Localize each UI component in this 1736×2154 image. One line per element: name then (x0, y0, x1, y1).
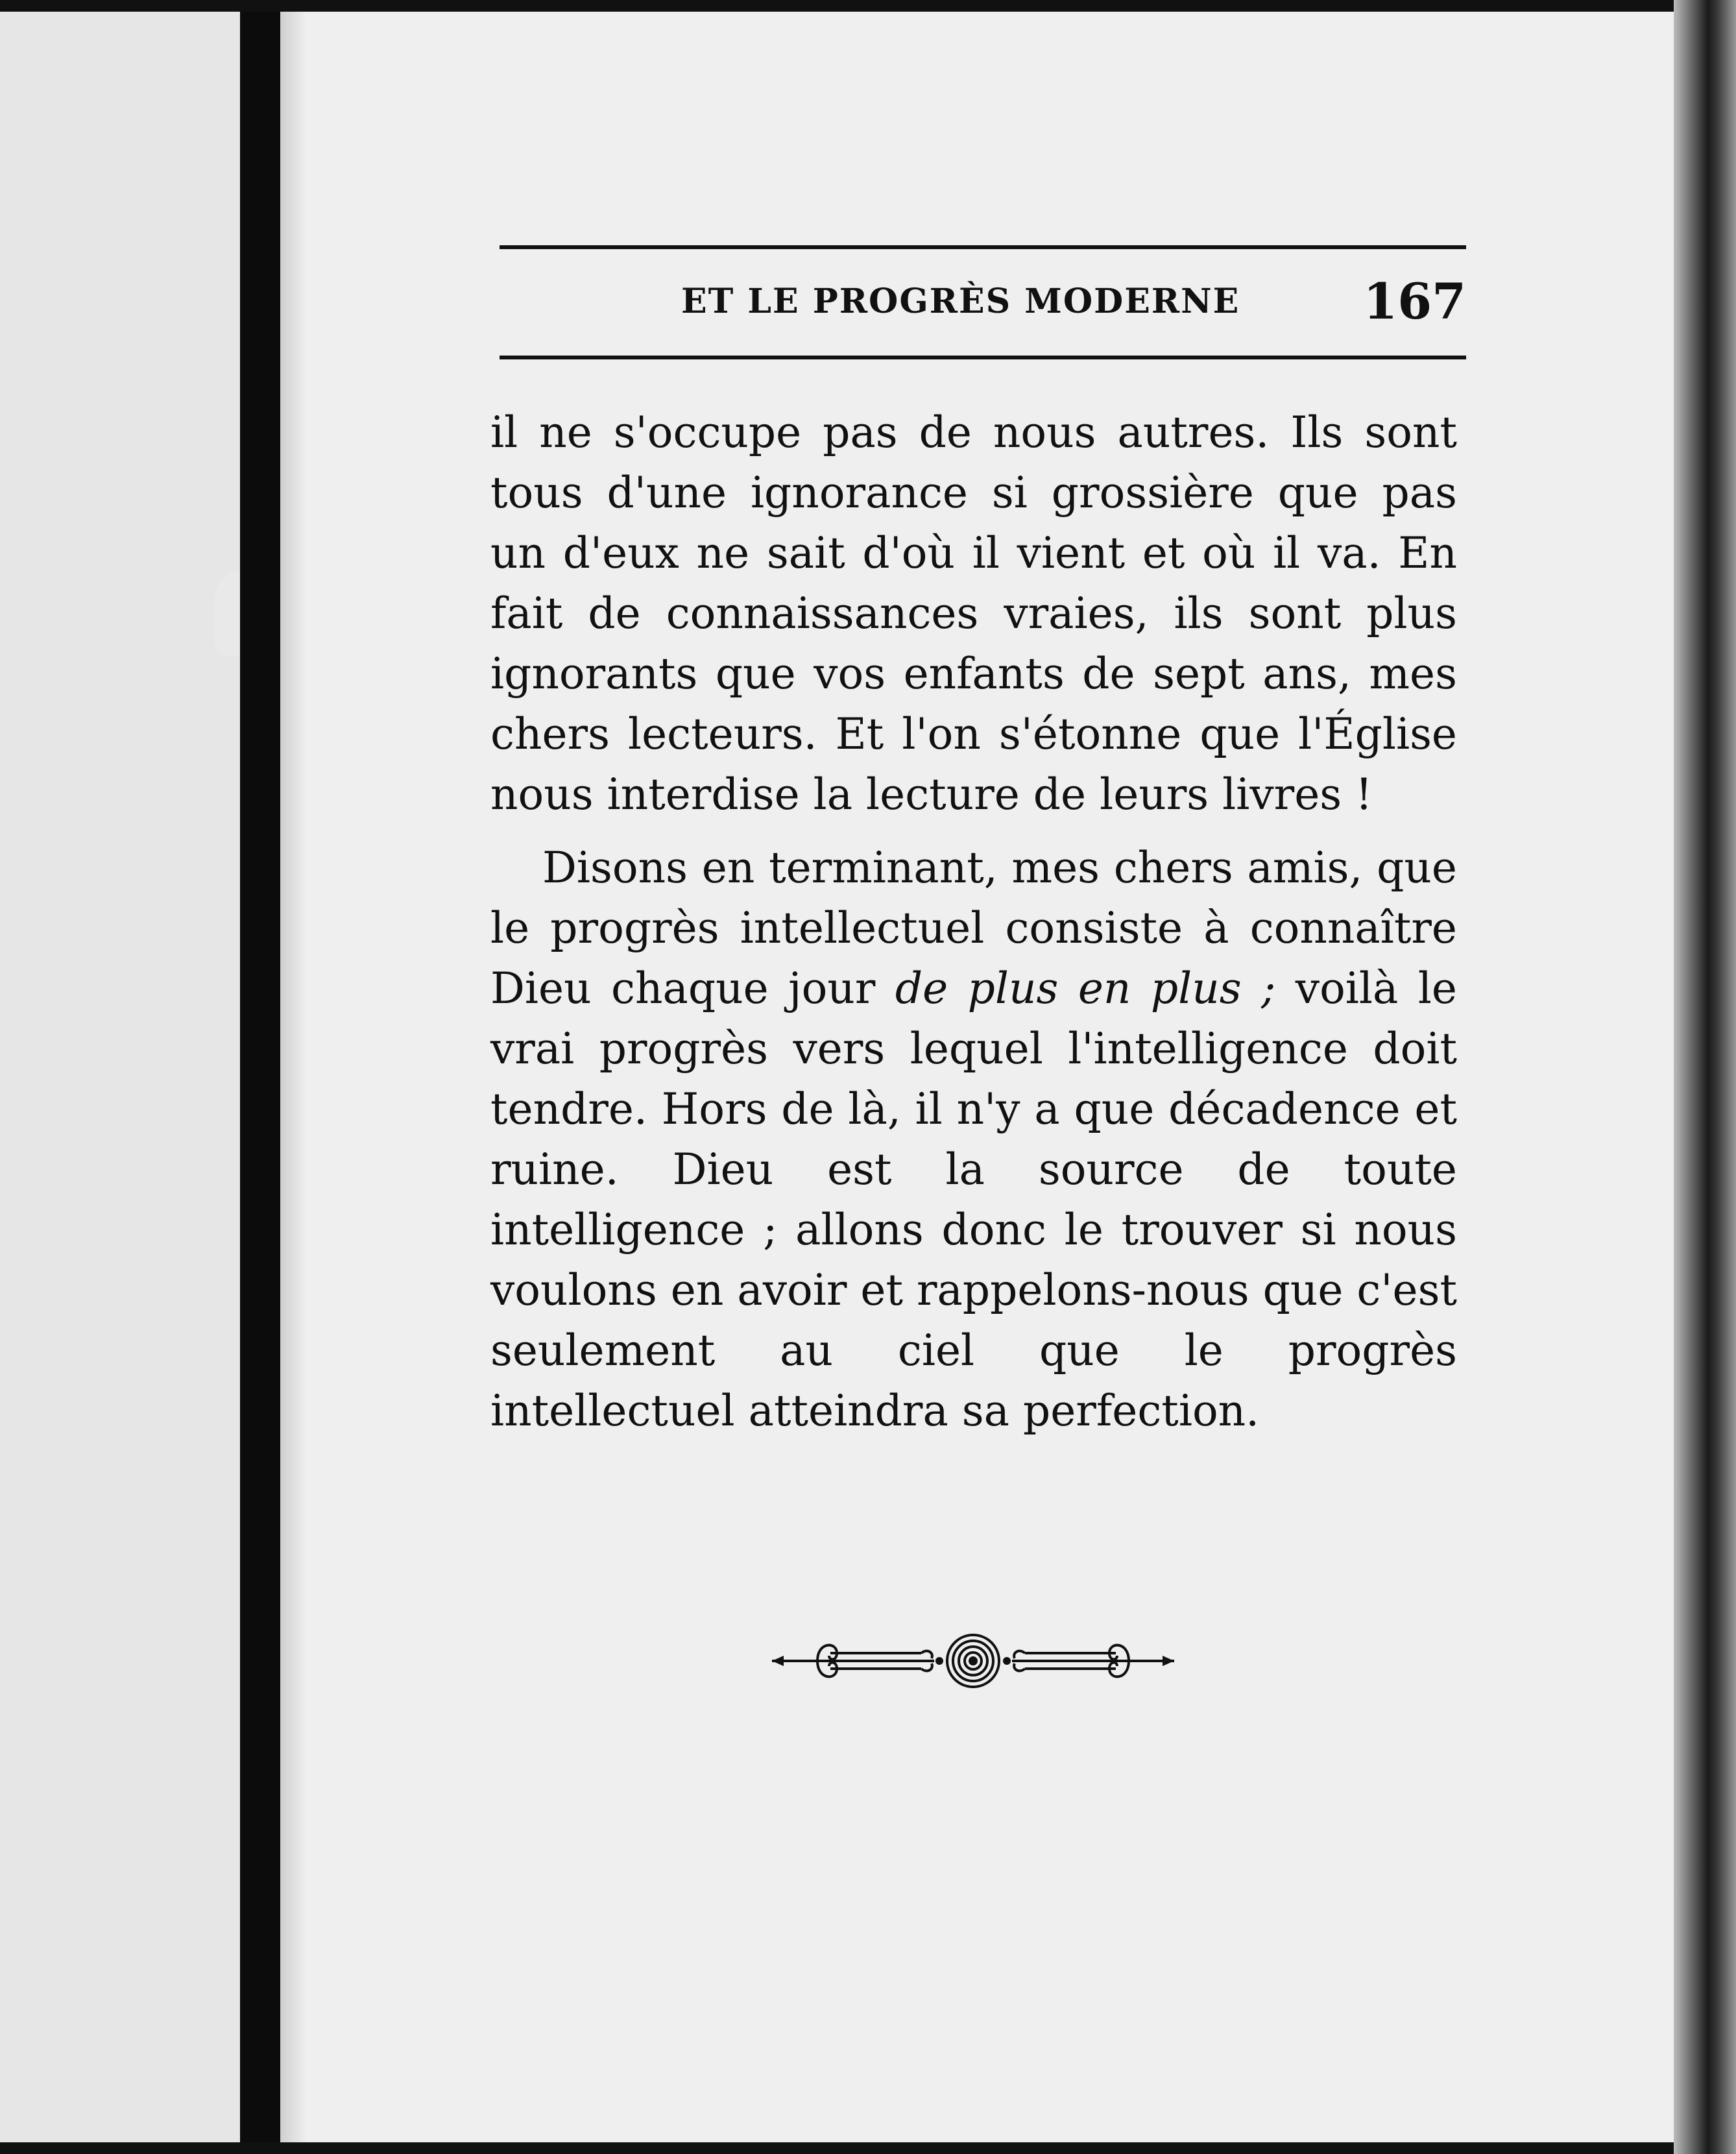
paragraph-text: Disons en terminant, mes chers amis, que le progrès intellectuel consiste à connaître Dieu chaque jour (490, 843, 1457, 1013)
book-spine-shadow (240, 0, 280, 2154)
page-right-edge (1674, 0, 1736, 2154)
scan-bottom-edge (0, 2142, 1736, 2154)
header-bottom-rule (500, 356, 1466, 359)
spiral-scroll-ornament-icon (772, 1628, 1174, 1693)
gutter-shadow (280, 0, 306, 2154)
running-head (500, 272, 1466, 344)
header-top-rule (500, 245, 1466, 249)
running-title: ET LE PROGRÈS MODERNE (681, 282, 1240, 321)
paragraph-text: voilà le vrai progrès vers lequel l'intelligence doit tendre. Hors de là, il n'y a que décadence et ruine. Dieu est la source de toute intelligence ; allons donc le trouver si nous voulons en avoir et rappelons-nous que c'est seulement au ciel que le progrès intellectuel atteindra sa perfection. (490, 963, 1457, 1436)
page-number: 167 (1363, 272, 1466, 330)
facing-page (0, 0, 247, 2154)
scan-top-edge (0, 0, 1736, 12)
paragraph: il ne s'occupe pas de nous autres. Ils sont tous d'une ignorance si grossière que pas un d'eux ne sait d'où il vient et où il va. En fait de connaissances vraies, ils sont plus ignorants que vos enfants de sept ans, mes chers lecteurs. Et l'on s'étonne que l'Église nous interdise la lecture de leurs livres ! (490, 407, 1457, 819)
body-text (490, 402, 1457, 1441)
paragraph (490, 838, 1457, 1441)
italic-phrase: de plus en plus ; (895, 963, 1276, 1013)
